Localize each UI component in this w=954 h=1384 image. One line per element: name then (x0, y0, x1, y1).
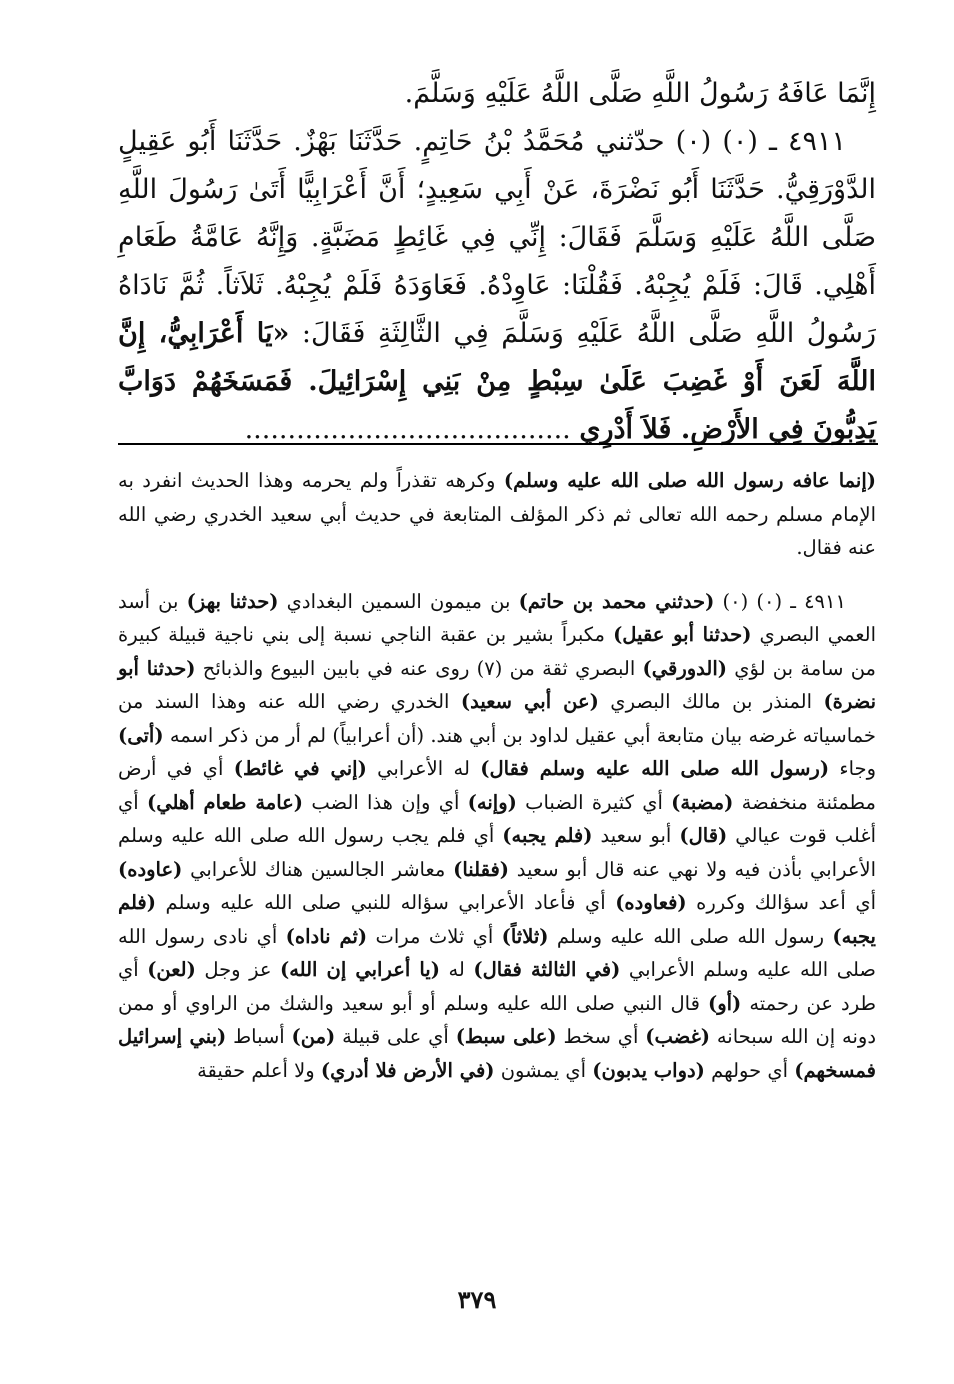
commentary-quoted-matn: (فلم يجبه) (118, 891, 876, 948)
commentary-quoted-matn: (إنما عافه رسول الله صلى الله عليه وسلم) (503, 469, 876, 492)
commentary-text: أي وإن هذا الضب (303, 790, 468, 814)
commentary-text: بن ميمون السمين البغدادي (278, 589, 519, 613)
commentary-text: أي فلم يجب رسول الله صلى الله عليه وسلم الأعرابي بأذن فيه ولا نهي عنه قال أبو سعيد (118, 824, 877, 881)
commentary-text: وجاء (829, 757, 877, 780)
commentary-text: أي أعد سؤالك وكرره (686, 891, 876, 914)
separator-rule (118, 443, 878, 445)
commentary-quoted-matn: (ثلاثاً) (501, 924, 549, 948)
commentary-text: عز وجل (195, 958, 280, 981)
commentary-quoted-matn: (حدثنا أبو عقيل) (613, 623, 752, 646)
commentary-quoted-matn: (في الثالثة فقال) (473, 958, 621, 981)
commentary-quoted-matn: (يا أعرابي إن الله) (279, 958, 440, 981)
commentary-quoted-matn: (أو) (707, 991, 742, 1015)
commentary-quoted-matn: (عن أبي سعيد) (460, 690, 599, 713)
commentary-quoted-matn: (دواب يدبون) (592, 1058, 705, 1082)
commentary-quoted-matn: (على سبط) (455, 1025, 557, 1048)
commentary-quoted-matn: (فلم يجبه) (502, 824, 593, 847)
commentary-text: الخدري رضي الله عنه وهذا السند من خماسياته غرضه بيان متابعة أبي عقيل لداود بن أبي هند. (أن أعرابياً) لم أر من ذكر اسمه (118, 690, 876, 747)
commentary-quoted-matn: (ثم ناداه) (285, 924, 368, 948)
commentary-text: البصري ثقة من (٧) روى عنه في بابين البيوع والذبائح (195, 656, 643, 680)
hadith-chain-and-text: ٤٩١١ ـ (٠) (٠) حدّثني مُحَمَّدُ بْنُ حَاتِمٍ. حَدَّثَنَا بَهْزٌ. حَدَّثَنَا أَبُو عَقِيلٍ الدَّوْرَقِيُّ. حَدَّثَنَا أَبُو نَضْرَةَ، عَنْ أَبِي سَعِيدٍ؛ أَنَّ أَعْرَابِيًّا أَتَىٰ رَسُولَ اللَّهِ صَلَّى اللَّهُ عَلَيْهِ وَسَلَّمَ فَقَالَ: إِنِّي فِي غَائِطٍ مَضَبَّةٍ. وَإِنَّهُ عَامَّةُ طَعَامِ أَهْلِي. قَالَ: فَلَمْ يُجِبْهُ. فَقُلْنَا: عَاوِدْهُ. فَعَاوَدَهُ فَلَمْ يُجِبْهُ. ثَلاَثاً. ثُمَّ نَادَاهُ رَسُولُ اللَّهِ صَلَّى اللَّهُ عَلَيْهِ وَسَلَّمَ فِي الثَّالِثَةِ فَقَالَ: (118, 126, 876, 349)
commentary-quoted-matn: (قال) (679, 824, 728, 847)
commentary-quoted-matn: (عامة طعام أهلي) (146, 790, 304, 814)
commentary-quoted-matn: (مضبة) (671, 790, 734, 814)
commentary-quoted-matn: (غضب) (645, 1025, 711, 1048)
commentary-text: أي سخط (556, 1025, 646, 1048)
commentary-quoted-matn: (بني إسرائيل فمسخهم) (118, 1025, 876, 1082)
hadith-line-intro: إِنَّمَا عَافَهُ رَسُولُ اللَّهِ صَلَّى اللَّهُ عَلَيْهِ وَسَلَّمَ. (404, 78, 876, 109)
commentary-quoted-matn: (حدثنا بهز) (186, 589, 279, 613)
commentary-text: المنذر بن مالك البصري (598, 690, 824, 713)
commentary-quoted-matn: (في الأرض فلا أدري) (320, 1058, 495, 1082)
commentary-text: أي فأعاد الأعرابي سؤاله للنبي صلى الله عليه وسلم (155, 891, 616, 914)
commentary-text: أبو سعيد (592, 824, 680, 847)
commentary-text: أي يمشون (494, 1058, 593, 1082)
commentary-text: ٤٩١١ ـ (٠) (٠) (714, 589, 846, 613)
commentary-text: أي نادى رسول الله صلى الله عليه وسلم الأعرابي (118, 924, 876, 981)
commentary-quoted-matn: (حدثنا أبو نضرة) (118, 656, 876, 713)
commentary-block (118, 464, 876, 1087)
commentary-text: أي كثيرة الضباب (516, 790, 672, 814)
commentary-text: وكرهه تقذراً ولم يحرمه وهذا الحديث انفرد به الإمام مسلم رحمه الله تعالى ثم ذكر المؤلف المتابعة في حديث أبي سعيد الخدري رضي الله عنه فقال. (118, 469, 876, 559)
commentary-text: أي ثلاث مرات (367, 924, 502, 948)
commentary-text: ولا أعلم حقيقة (197, 1058, 321, 1082)
page-number: ٣٧٩ (457, 1285, 497, 1314)
commentary-text: قال النبي صلى الله عليه وسلم أو أبو سعيد والشك من الراوي أو ممن دونه إن الله سبحانه (118, 991, 876, 1048)
hadith-continuation-dots: ...................................... (244, 414, 580, 445)
commentary-quoted-matn: (فقلنا) (453, 857, 510, 881)
commentary-quoted-matn: (رسول الله صلى الله عليه وسلم فقال) (480, 757, 830, 780)
commentary-quoted-matn: (حدثني محمد بن حاتم) (518, 589, 715, 613)
commentary-text: معاشر الجالسين هناك للأعرابي (182, 857, 454, 881)
commentary-text: بن أسد العمي البصري (118, 589, 876, 646)
commentary-text: له الأعرابي (366, 757, 481, 780)
hadith-text-block (118, 70, 876, 454)
commentary-text: أي أغلب قوت عيالي (118, 790, 876, 847)
commentary-quoted-matn: (الدورقي) (642, 656, 727, 680)
commentary-text: له (439, 958, 474, 981)
commentary-paragraph-2 (118, 585, 876, 1088)
commentary-text: أسباط (226, 1025, 292, 1048)
commentary-text: أي حولهم (704, 1058, 795, 1082)
commentary-quoted-matn: (إني في غائط) (233, 757, 367, 780)
commentary-text: رسول الله صلى الله عليه وسلم (548, 924, 833, 948)
commentary-quoted-matn: (وإنه) (467, 790, 517, 814)
commentary-text: أي على قبيلة (335, 1025, 456, 1048)
commentary-text: مكبراً بشير بن عقبة الناجي نسبة إلى بني ناجية قبيلة كبيرة من سامة بن لؤي (118, 623, 876, 680)
commentary-paragraph-1 (118, 464, 876, 565)
commentary-quoted-matn: (لعن) (147, 958, 196, 981)
commentary-text: أي طرد عن رحمته (118, 958, 876, 1015)
commentary-quoted-matn: (عاوده) (118, 857, 183, 881)
commentary-quoted-matn: (فعاوده) (615, 891, 687, 914)
hadith-prophetic-saying: «يَا أَعْرَابِيُّ، إِنَّ اللَّهَ لَعَنَ أَوْ غَضِبَ عَلَىٰ سِبْطٍ مِنْ بَنِي إِسْرَائِيلَ. فَمَسَخَهُمْ دَوَابَّ يَدِبُّونَ فِي الأَرْضِ. فَلاَ أَدْرِي (118, 318, 876, 445)
hadith-paragraph (118, 118, 876, 454)
commentary-quoted-matn: (أتى) (118, 723, 164, 747)
commentary-quoted-matn: (من) (291, 1025, 336, 1048)
commentary-text: أي في أرض مطمئنة منخفضة (118, 757, 876, 814)
